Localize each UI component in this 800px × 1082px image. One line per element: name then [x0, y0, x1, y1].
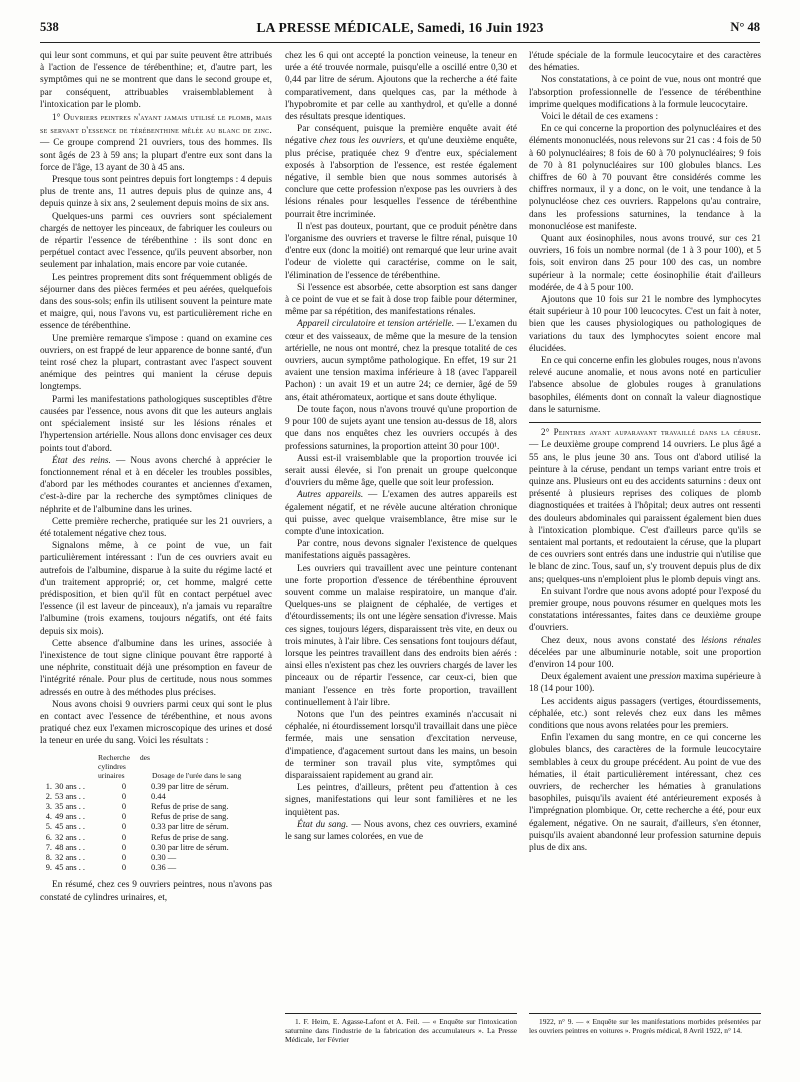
reins-text: — Nous avons cherché à apprécier le fonctionnement rénal et à en déceler les troubles possibles, d'abord par les méthodes courantes et anciennes d'examen, c'est-à-dire par la recherche des symptômes cliniques de néphrite et de l'albumine dans les urines.: [40, 455, 272, 515]
paragraph: [529, 635, 761, 672]
paragraph: En ce qui concerne enfin les globules rouges, nous n'avons relevé aucune anomalie, et nous avons noté en particulier l'absence absolue de globules rouges à granulations basophiles, éléments dont on connaît la valeur diagnostique dans le saturnisme.: [529, 356, 761, 415]
table-row: [40, 822, 272, 832]
paragraph: qui leur sont communs, et qui par suite peuvent être attribués à l'action de l'essence de térébenthine; et, d'autre part, les symptômes qui ne se montrent que dans le second groupe et, par conséquent, attribuables vraisemblablement à l'intoxication par le plomb.: [40, 51, 272, 110]
table-row: [40, 863, 272, 873]
column-2: [285, 50, 517, 843]
paragraph: Presque tous sont peintres depuis fort longtemps : 4 depuis plus de trente ans, 11 autres depuis plus de quinze ans, 4 depuis quinze à six ans, 2 seulement depuis moins de six ans.: [40, 175, 272, 210]
row-cylinders: 0: [121, 842, 127, 852]
row-cylinders: 0: [121, 822, 127, 832]
row-number: 2.: [45, 791, 52, 801]
footnote-rule: [529, 1013, 761, 1014]
row-age: 48 ans . .: [55, 842, 86, 852]
table-header-row: [40, 752, 272, 782]
paragraph: En suivant l'ordre que nous avons adopté pour l'exposé du premier groupe, nous pouvons résumer en quelques mots les constatations intéressantes, faites dans ce deuxième groupe d'ouvriers.: [529, 586, 761, 634]
paragraph: Il n'est pas douteux, pourtant, que ce produit pénètre dans l'organisme des ouvriers et traverse le filtre rénal, puisque 10 d'entre eux (donc la moitié) ont remarqué que leur urine avait l'odeur de violette qui caractérise, comme on le sait, l'élimination de l'essence de térébenthine.: [285, 221, 517, 281]
row-number: 7.: [45, 842, 52, 852]
paragraph: Nos constatations, à ce point de vue, nous ont montré que l'absorption professionnelle de l'essence de térébenthine imprime quelques modifications à la formule leucocytaire.: [529, 75, 761, 110]
column-header-urea: Dosage de l'urée dans le sang: [152, 770, 242, 780]
issue-number: N° 48: [730, 20, 760, 34]
blood-heading: État du sang.: [297, 819, 349, 830]
page-number: 538: [40, 20, 59, 34]
paragraph: l'étude spéciale de la formule leucocytaire et des caractères des hématies.: [529, 51, 761, 74]
paragraph: Les ouvriers qui travaillent avec une peinture contenant une forte proportion d'essence de térébenthine éprouvent souvent comme un malaise respiratoire, un manque d'air. Quelques-uns se plaignent de céphalée, de vertiges et d'étourdissements; ils ont une légère sensation d'ivresse. Mais ces signes, toujours légers, disparaissent très vite, en deux ou trois minutes, à l'air libre. Ces sensations font toujours défaut, lorsque les peintres travaillent dans des endroits bien aérés : ainsi elles n'existent pas chez les ouvriers chargés de laver les pinceaux ou de répartir l'essence, car ceux-ci, bien que maniant l'essence en très forte proportion, travaillent continuellement à l'air libre.: [285, 563, 517, 708]
section-divider: [529, 422, 761, 423]
circulatory-heading: Appareil circulatoire et tension artérielle.: [297, 319, 455, 330]
row-urea: Refus de prise de sang.: [151, 801, 229, 811]
table-row: [40, 812, 272, 822]
section-1-paragraph: [40, 111, 272, 174]
row-cylinders: 0: [121, 801, 127, 811]
blood-paragraph: [285, 819, 517, 843]
row-urea: Refus de prise de sang.: [151, 832, 229, 842]
row-number: 3.: [45, 801, 52, 811]
paragraph: Les peintres proprement dits sont fréquemment obligés de séjourner dans des pièces fermées et peu aérées, quelquefois dans des sous-sols; enfin ils utilisent souvent la peinture mate et maigre, qui, nous l'avons vu, est particulièrement riche en essence de térébenthine.: [40, 272, 272, 332]
text-run: , et qu'une deuxième enquête, plus précise, pratiquée chez 9 d'entre eux, spécialement exposés à l'absorption de l'essence, est restée également négative, il semble bien que nous sommes autorisés à conclure que cette profession n'expose pas les ouvriers à des lésions rénales pour lesquelles l'essence de térébenthine pourrait être incriminée.: [285, 136, 517, 220]
paragraph: Cette première recherche, pratiquée sur les 21 ouvriers, a été totalement négative chez tous.: [40, 516, 272, 539]
row-age: 49 ans . .: [55, 812, 86, 822]
section-2-paragraph: [529, 426, 761, 586]
other-organs-heading: Autres appareils.: [297, 490, 364, 501]
table-row: [40, 782, 272, 792]
journal-title: LA PRESSE MÉDICALE, Samedi, 16 Juin 1923: [256, 20, 544, 35]
row-age: 53 ans . .: [55, 791, 86, 801]
table-row: [40, 802, 272, 812]
other-organs-paragraph: [285, 489, 517, 538]
paragraph: Voici le détail de ces examens :: [541, 112, 659, 123]
text-run: maxima supérieure à 18 (14 pour 100).: [529, 672, 761, 695]
column-header-cylinders: Recherche des cylindres urinaires: [98, 752, 150, 780]
text-run: décelées par une albuminurie notable, soit une proportion d'environ 14 pour 100.: [529, 647, 761, 670]
footnote-text: 1. F. Heim, E. Agasse-Lafont et A. Feil. — « Enquête sur l'intoxication saturnine dans l'industrie de la fabrication des accumulateurs ». La Presse Médicale, 1er Février: [285, 1017, 517, 1045]
circulatory-paragraph: [285, 318, 517, 403]
row-number: 8.: [45, 853, 52, 862]
row-urea: 0.30 par litre de sérum.: [151, 842, 229, 852]
paragraph: Quelques-uns parmi ces ouvriers sont spécialement chargés de nettoyer les pinceaux, de fabriquer les couleurs ou de répartir l'essence de térébenthine : ils sont donc en perpétuel contact avec l'essence, qu'ils peuvent absorber, non seulement par inhalation, mais encore par voie cutanée.: [40, 211, 272, 271]
row-age: 32 ans . .: [55, 832, 86, 842]
row-urea: 0.30 —: [151, 853, 177, 862]
section-1-heading: 1° Ouvriers peintres n'ayant jamais utilisé le plomb, mais se servant d'essence de térébenthine mêlée au blanc de zinc.: [40, 112, 272, 136]
row-age: 45 ans . .: [55, 863, 86, 873]
paragraph: Signalons même, à ce point de vue, un fait particulièrement intéressant : l'un de ces ouvriers avait eu autrefois de l'albumine, disparue à la suite du régime lacté et d'un traitement approprié; or, cet homme, malgré cette prédisposition, et bien qu'il fût en contact perpétuel avec l'essence (il est laveur de pinceaux), n'a jamais vu reparaître l'albumine (trois examens, toujours négatifs, ont été faits depuis six mois).: [40, 541, 272, 637]
page-header: [40, 20, 760, 43]
results-table: [40, 752, 272, 874]
paragraph: Les peintres, d'ailleurs, prêtent peu d'attention à ces signes, manifestations qui leur sont familières et ne les inquiètent pas.: [285, 783, 517, 818]
table-row: [40, 853, 272, 863]
section-1-text: — Ce groupe comprend 21 ouvriers, tous des hommes. Ils sont âgés de 23 à 59 ans; la plupart d'entre eux sont dans la force de l'âge, 13 ayant de 30 à 45 ans.: [40, 138, 272, 173]
footnote-text: 1922, n° 9. — « Enquête sur les manifestations morbides présentées par les ouvriers peintres en voitures ». Progrès médical, 8 Avril 1922, n° 14.: [529, 1017, 761, 1036]
row-number: 5.: [45, 822, 52, 832]
row-age: 45 ans . .: [55, 822, 86, 832]
paragraph: Par contre, nous devons signaler l'existence de quelques manifestations aiguës passagères.: [285, 539, 517, 562]
row-urea: 0.39 par litre de sérum.: [151, 781, 229, 791]
text-run: Par conséquent, puisque la première enquête avait été négative: [285, 124, 517, 147]
paragraph: Aussi est-il vraisemblable que la proportion trouvée ici serait aussi élevée, si l'on prenait un groupe quelconque d'ouvriers du même âge, quelle que soit leur profession.: [285, 453, 517, 489]
text-run: Deux également avaient une: [541, 672, 650, 683]
reins-heading: État des reins.: [52, 455, 111, 466]
row-number: 4.: [45, 812, 52, 822]
circulatory-text: — L'examen du cœur et des vaisseaux, de même que la mesure de la tension artérielle, ne nous ont montré, chez la presque totalité de ces ouvriers, aucun symptôme pathologique. En effet, 19 sur 21 avaient une tension maxima inférieure à 18 (avec l'appareil Pachon) : un avait 19 et un autre 24; ce dernier, âgé de 59 ans, était athéromateux, aortique et sans doute éthylique.: [285, 319, 517, 403]
row-number: 6.: [45, 832, 52, 842]
paragraph: En ce qui concerne la proportion des polynucléaires et des éléments mononucléés, nous relevons sur 21 cas : 4 fois de 50 à 60 polynucléaires; 8 fois de 60 à 70 polynucléaires; 9 fois de 70 à 81 polynucléaires sur 100 globules blancs. Les chiffres de 60 à 70 pouvant être considérés comme les chiffres normaux, il y a donc, on le voit, une tendance à la polynucléose chez ces ouvriers. Rappelons qu'au contraire, dans les professions saturnines, la tendance à la mononucléose est manifeste.: [529, 124, 761, 232]
paragraph: Une première remarque s'impose : quand on examine ces ouvriers, on est frappé de leur apparence de bonne santé, d'un teint rosé chez la plupart, contrastant avec l'aspect souvent anémique des peintres qui manient la céruse depuis longtemps.: [40, 333, 272, 393]
footnote-col3: [529, 1017, 761, 1035]
section-2-text: — Le deuxième groupe comprend 14 ouvriers. Le plus âgé a 55 ans, le plus jeune 30 ans. Tous ont d'abord utilisé la peinture à la céruse, pendant un temps variant entre trois et quinze ans. Plusieurs ont eu des accidents saturnins : deux ont présenté à plusieurs reprises des coliques de plomb diagnostiquées et traitées à l'hôpital; deux autres ont ressenti des douleurs abdominales qui paraissent également bien dues à l'intoxication plombique. C'est d'ailleurs parce qu'ils se sentaient mal portants, et redoutaient la céruse, que la plupart de ces ouvriers sont entrés dans une industrie qui n'utilise que le blanc de zinc. Tous, sauf un, s'y trouvent depuis plus de dix ans; quelques-uns n'emploient plus le plomb depuis vingt ans.: [529, 440, 761, 585]
emphasis: pression: [649, 672, 681, 683]
paragraph: De toute façon, nous n'avons trouvé qu'une proportion de 9 pour 100 de sujets ayant une tension au-dessus de 18, alors que dans nos enquêtes chez les ouvriers occupés à des professions saturnines, la proportion atteint 30 pour 100¹.: [285, 404, 517, 452]
row-urea: 0.36 —: [151, 863, 177, 873]
row-urea: 0.33 par litre de sérum.: [151, 822, 229, 832]
paragraph: Enfin l'examen du sang montre, en ce qui concerne les globules blancs, des caractères de la formule leucocytaire semblables à ceux du groupe précédent. Au point de vue des hématies, il était particulièrement intéressant, chez ces ouvriers, de rechercher les hématies à granulations basophiles, puisqu'ils avaient été antérieurement exposés à l'imprégnation plombique. Or, cette recherche a été, pour eux également, négative. On ne saurait, d'ailleurs, s'en étonner, puisqu'ils avaient abandonné leur profession saturnine depuis plus de dix ans.: [529, 733, 761, 853]
footnote-rule: [285, 1013, 517, 1014]
table-row: [40, 792, 272, 802]
row-age: 32 ans . .: [55, 853, 86, 862]
emphasis: chez tous les ouvriers: [319, 136, 404, 147]
row-cylinders: 0: [121, 863, 127, 873]
row-cylinders: 0: [121, 812, 127, 822]
row-cylinders: 0: [121, 791, 127, 801]
paragraph: chez les 6 qui ont accepté la ponction veineuse, la teneur en urée a été trouvée normale, puisqu'elle a oscillé entre 0,30 et 0,44 par litre de sérum. Ajoutons que la recherche a été faite comparativement, dans quelques cas, par la méthode à l'hypobromite et par celle au xanthydrol, et qu'elle a donné des résultats presque identiques.: [285, 51, 517, 123]
section-2-heading: 2° Peintres ayant auparavant travaillé dans la céruse.: [541, 427, 761, 438]
paragraph: Parmi les manifestations pathologiques susceptibles d'être causées par l'essence, nous avons dit que les auteurs anglais ont spécialement insisté sur les lésions rénales et l'hypertension artérielle. Nous allons donc envisager ces deux points tout d'abord.: [40, 394, 272, 454]
paragraph: Les accidents aigus passagers (vertiges, étourdissements, céphalée, etc.) sont relevés chez eux dans les mêmes conditions que nous avons relatées pour les premiers.: [529, 696, 761, 731]
paragraph: Si l'essence est absorbée, cette absorption est sans danger à ce point de vue et se fait à dose trop faible pour déterminer, même par sa répétition, des manifestations rénales.: [285, 282, 517, 318]
column-1: [40, 50, 272, 904]
paragraph: [285, 123, 517, 221]
row-age: 30 ans . .: [55, 781, 86, 791]
row-urea: 0.44: [151, 791, 166, 801]
row-number: 9.: [45, 863, 52, 873]
paragraph: Nous avons choisi 9 ouvriers parmi ceux qui sont le plus en contact avec l'essence de térébenthine, et nous avons pratiqué chez eux l'examen microscopique des urines et dosé la teneur en urée du sang. Voici les résultats :: [40, 699, 272, 747]
paragraph: Notons que l'un des peintres examinés n'accusait ni céphalée, ni étourdissement lorsqu'il travaillait dans une pièce fermée, mais une sensation d'excitation nerveuse, d'impatience, d'agacement surtout dans les mains, un besoin de terminer son travail plus vite, symptômes qui disparaissaient rapidement au grand air.: [285, 709, 517, 781]
paragraph: Cette absence d'albumine dans les urines, associée à l'inexistence de tout signe clinique pouvant être rapporté à une néphrite, constituait déjà une présomption en faveur de l'intégrité rénale. Pour plus de certitude, nous nous sommes adressés en outre à des méthodes plus précises.: [40, 638, 272, 698]
row-number: 1.: [45, 781, 52, 791]
paragraph: Ajoutons que 10 fois sur 21 le nombre des lymphocytes était supérieur à 10 pour 100 leucocytes. C'est un fait à noter, bien que les causes physiologiques ou pathologiques de variations du taux des lymphocytes soient encore mal élucidées.: [529, 295, 761, 354]
paragraph: [529, 671, 761, 695]
paragraph: Quant aux éosinophiles, nous avons trouvé, sur ces 21 ouvriers, 16 fois un nombre normal (de 1 à 3 pour 100), et 5 fois, soit environ dans 25 pour 100 des cas, un nombre supérieur à la normale; cette éosinophilie était d'ailleurs modérée, de 4 à 5 pour 100.: [529, 234, 761, 293]
table-row: [40, 833, 272, 843]
row-cylinders: 0: [121, 853, 127, 862]
row-urea: Refus de prise de sang.: [151, 812, 229, 822]
blood-text: — Nous avons, chez ces ouvriers, examiné le sang sur lames colorées, en vue de: [285, 819, 517, 842]
column-3: [529, 50, 761, 854]
paragraph: En résumé, chez ces 9 ouvriers peintres, nous n'avons pas constaté de cylindres urinaires, et,: [40, 880, 272, 903]
table-row: [40, 843, 272, 853]
other-organs-text: — L'examen des autres appareils est également négatif, et ne révèle aucune altération chronique qui puisse, avec quelque vraisemblance, être mise sur le compte d'une intoxication.: [285, 490, 517, 537]
text-run: Chez deux, nous avons constaté des: [541, 635, 702, 646]
row-cylinders: 0: [121, 781, 127, 791]
row-age: 35 ans . .: [55, 801, 86, 811]
row-cylinders: 0: [121, 832, 127, 842]
emphasis: lésions rénales: [701, 635, 761, 646]
reins-paragraph: [40, 455, 272, 516]
footnote-col2: [285, 1017, 517, 1045]
